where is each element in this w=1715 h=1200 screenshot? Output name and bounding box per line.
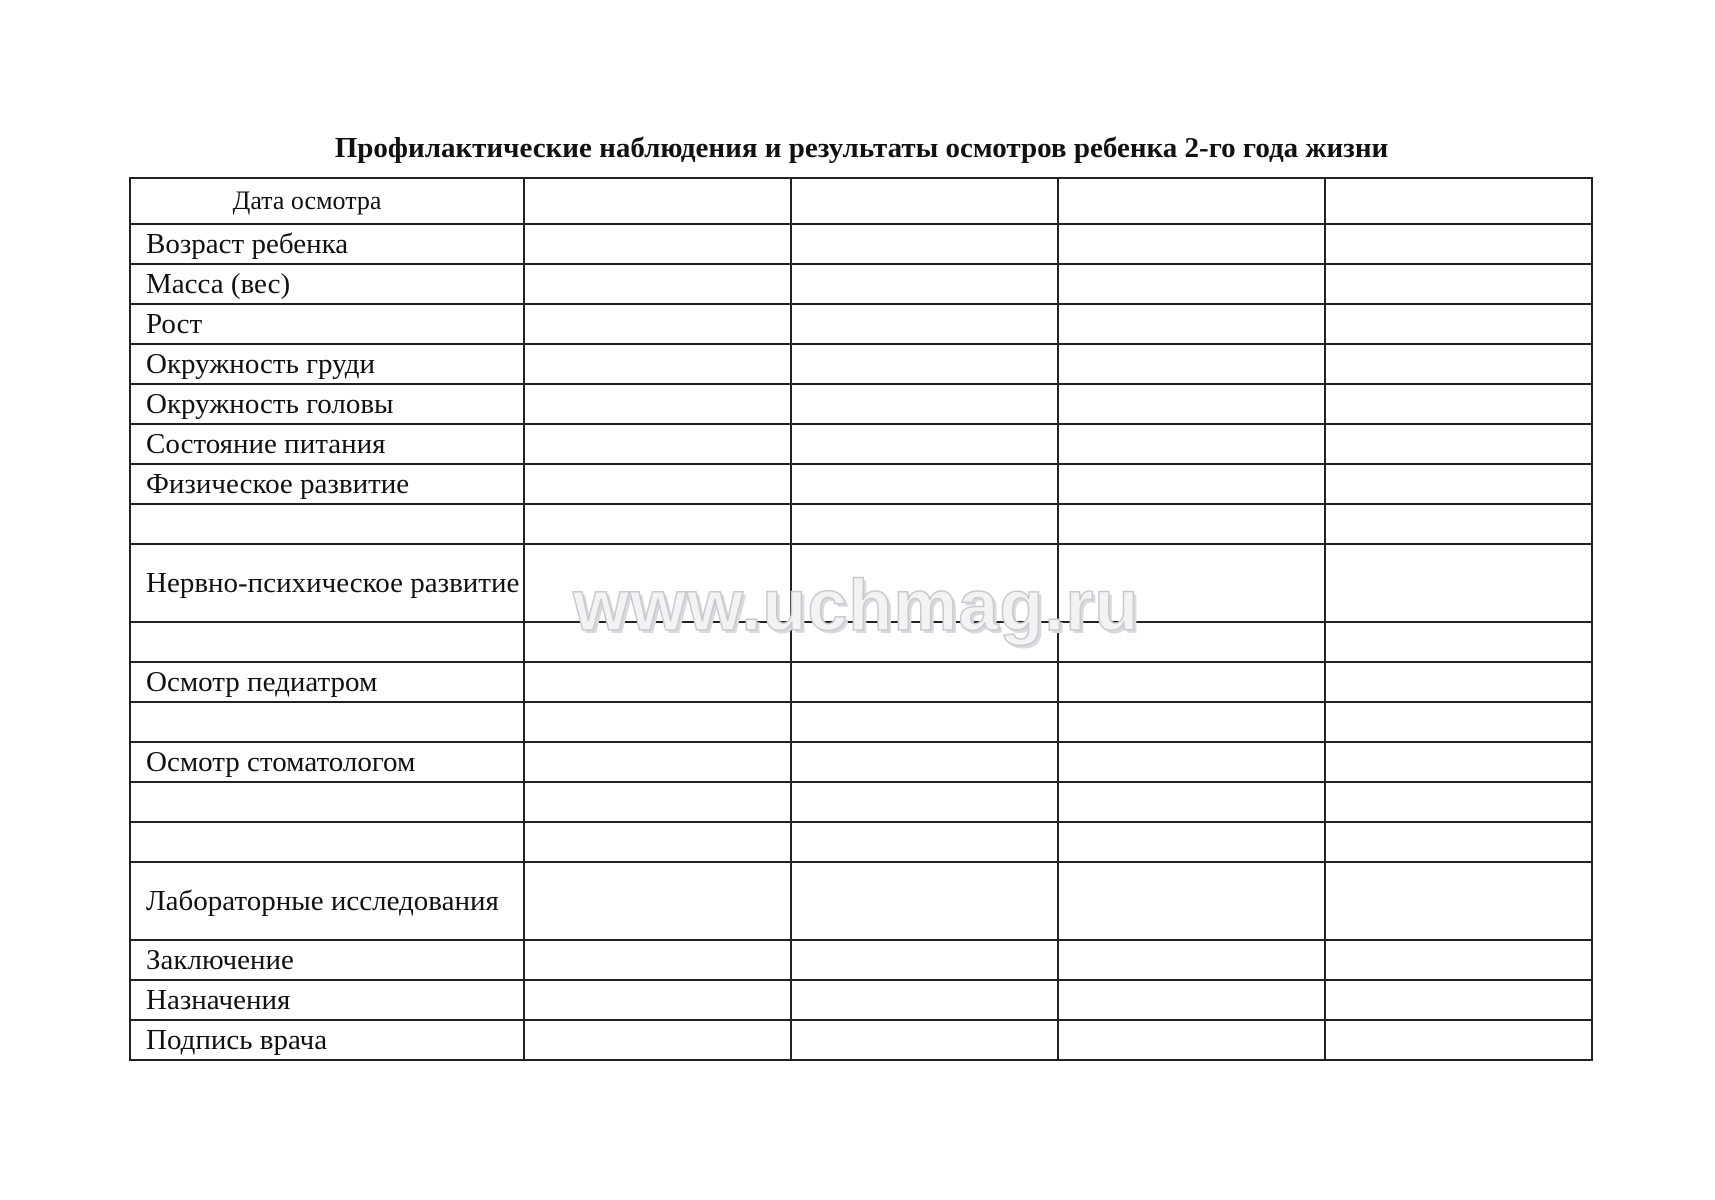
entry-cell[interactable] bbox=[524, 264, 791, 304]
table-row bbox=[130, 504, 1592, 544]
entry-cell[interactable] bbox=[1058, 424, 1325, 464]
entry-cell[interactable] bbox=[1058, 862, 1325, 940]
row-label-cell: Заключение bbox=[130, 940, 524, 980]
table-row bbox=[130, 940, 1592, 980]
entry-cell[interactable] bbox=[791, 822, 1058, 862]
entry-cell[interactable] bbox=[791, 424, 1058, 464]
table-row bbox=[130, 1020, 1592, 1060]
page-title: Профилактические наблюдения и результаты осмотров ребенка 2-го года жизни bbox=[334, 132, 1389, 164]
entry-cell[interactable] bbox=[791, 862, 1058, 940]
table-row bbox=[130, 224, 1592, 264]
entry-cell[interactable] bbox=[1058, 940, 1325, 980]
entry-cell[interactable] bbox=[1325, 940, 1592, 980]
entry-cell[interactable] bbox=[1325, 980, 1592, 1020]
header-label-cell: Дата осмотра bbox=[130, 178, 524, 224]
entry-cell[interactable] bbox=[524, 304, 791, 344]
date-cell[interactable] bbox=[791, 178, 1058, 224]
examination-table bbox=[129, 177, 1593, 1061]
entry-cell[interactable] bbox=[791, 662, 1058, 702]
entry-cell[interactable] bbox=[1058, 344, 1325, 384]
entry-cell[interactable] bbox=[524, 622, 791, 662]
entry-cell[interactable] bbox=[1325, 424, 1592, 464]
entry-cell[interactable] bbox=[791, 464, 1058, 504]
entry-cell[interactable] bbox=[524, 504, 791, 544]
entry-cell[interactable] bbox=[524, 344, 791, 384]
row-label-cell: Назначения bbox=[130, 980, 524, 1020]
table-row bbox=[130, 862, 1592, 940]
table-row bbox=[130, 304, 1592, 344]
table-row bbox=[130, 384, 1592, 424]
entry-cell[interactable] bbox=[1058, 464, 1325, 504]
entry-cell[interactable] bbox=[1058, 822, 1325, 862]
entry-cell[interactable] bbox=[1058, 264, 1325, 304]
entry-cell[interactable] bbox=[524, 464, 791, 504]
entry-cell[interactable] bbox=[791, 264, 1058, 304]
watermark: www.uchmag.ru bbox=[573, 566, 1140, 646]
entry-cell[interactable] bbox=[791, 344, 1058, 384]
table-row bbox=[130, 264, 1592, 304]
row-label-cell: Окружность груди bbox=[130, 344, 524, 384]
entry-cell[interactable] bbox=[1325, 304, 1592, 344]
entry-cell[interactable] bbox=[791, 224, 1058, 264]
entry-cell[interactable] bbox=[1058, 742, 1325, 782]
entry-cell[interactable] bbox=[791, 782, 1058, 822]
entry-cell[interactable] bbox=[1058, 384, 1325, 424]
entry-cell[interactable] bbox=[524, 822, 791, 862]
entry-cell[interactable] bbox=[1325, 464, 1592, 504]
row-label-cell: Подпись врача bbox=[130, 1020, 524, 1060]
row-label-cell: Состояние питания bbox=[130, 424, 524, 464]
entry-cell[interactable] bbox=[524, 782, 791, 822]
row-label-cell: Осмотр педиатром bbox=[130, 662, 524, 702]
table-row bbox=[130, 464, 1592, 504]
entry-cell[interactable] bbox=[791, 702, 1058, 742]
entry-cell[interactable] bbox=[1325, 662, 1592, 702]
entry-cell[interactable] bbox=[791, 544, 1058, 622]
entry-cell[interactable] bbox=[791, 504, 1058, 544]
entry-cell[interactable] bbox=[1058, 662, 1325, 702]
entry-cell[interactable] bbox=[1058, 782, 1325, 822]
entry-cell[interactable] bbox=[1325, 264, 1592, 304]
entry-cell[interactable] bbox=[791, 742, 1058, 782]
row-label-cell: Осмотр стоматологом bbox=[130, 742, 524, 782]
entry-cell[interactable] bbox=[1325, 344, 1592, 384]
row-label-cell: Возраст ребенка bbox=[130, 224, 524, 264]
entry-cell[interactable] bbox=[1325, 622, 1592, 662]
table-row bbox=[130, 822, 1592, 862]
entry-cell[interactable] bbox=[791, 1020, 1058, 1060]
table-row bbox=[130, 662, 1592, 702]
entry-cell[interactable] bbox=[1325, 862, 1592, 940]
entry-cell[interactable] bbox=[791, 384, 1058, 424]
entry-cell[interactable] bbox=[1325, 504, 1592, 544]
table-row bbox=[130, 782, 1592, 822]
row-label-cell bbox=[130, 702, 524, 742]
entry-cell[interactable] bbox=[524, 544, 791, 622]
table-row bbox=[130, 980, 1592, 1020]
entry-cell[interactable] bbox=[791, 940, 1058, 980]
entry-cell[interactable] bbox=[524, 224, 791, 264]
entry-cell[interactable] bbox=[1058, 304, 1325, 344]
entry-cell[interactable] bbox=[1058, 504, 1325, 544]
date-cell[interactable] bbox=[524, 178, 791, 224]
entry-cell[interactable] bbox=[524, 1020, 791, 1060]
row-label-cell: Нервно-психическое развитие bbox=[130, 544, 524, 622]
entry-cell[interactable] bbox=[1325, 702, 1592, 742]
date-cell[interactable] bbox=[1325, 178, 1592, 224]
table-header-row bbox=[130, 178, 1592, 224]
examination-table-body bbox=[130, 178, 1592, 1060]
entry-cell[interactable] bbox=[524, 424, 791, 464]
table-row bbox=[130, 424, 1592, 464]
row-label-cell: Физическое развитие bbox=[130, 464, 524, 504]
table-row bbox=[130, 344, 1592, 384]
entry-cell[interactable] bbox=[1325, 224, 1592, 264]
entry-cell[interactable] bbox=[1058, 1020, 1325, 1060]
entry-cell[interactable] bbox=[1058, 980, 1325, 1020]
entry-cell[interactable] bbox=[1325, 384, 1592, 424]
entry-cell[interactable] bbox=[524, 862, 791, 940]
entry-cell[interactable] bbox=[1058, 544, 1325, 622]
table-row bbox=[130, 742, 1592, 782]
entry-cell[interactable] bbox=[1058, 622, 1325, 662]
entry-cell[interactable] bbox=[1325, 782, 1592, 822]
entry-cell[interactable] bbox=[791, 304, 1058, 344]
entry-cell[interactable] bbox=[791, 980, 1058, 1020]
row-label-cell: Окружность головы bbox=[130, 384, 524, 424]
entry-cell[interactable] bbox=[524, 702, 791, 742]
row-label-cell: Рост bbox=[130, 304, 524, 344]
entry-cell[interactable] bbox=[791, 622, 1058, 662]
entry-cell[interactable] bbox=[1325, 544, 1592, 622]
date-cell[interactable] bbox=[1058, 178, 1325, 224]
entry-cell[interactable] bbox=[1325, 1020, 1592, 1060]
table-row bbox=[130, 702, 1592, 742]
entry-cell[interactable] bbox=[524, 742, 791, 782]
entry-cell[interactable] bbox=[1325, 822, 1592, 862]
entry-cell[interactable] bbox=[1058, 702, 1325, 742]
row-label-cell bbox=[130, 622, 524, 662]
table-row bbox=[130, 544, 1592, 622]
entry-cell[interactable] bbox=[1058, 224, 1325, 264]
table-row bbox=[130, 622, 1592, 662]
row-label-cell bbox=[130, 504, 524, 544]
row-label-cell bbox=[130, 782, 524, 822]
row-label-cell bbox=[130, 822, 524, 862]
entry-cell[interactable] bbox=[1325, 742, 1592, 782]
entry-cell[interactable] bbox=[524, 662, 791, 702]
entry-cell[interactable] bbox=[524, 384, 791, 424]
row-label-cell: Лабораторные исследования bbox=[130, 862, 524, 940]
row-label-cell: Масса (вес) bbox=[130, 264, 524, 304]
entry-cell[interactable] bbox=[524, 940, 791, 980]
entry-cell[interactable] bbox=[524, 980, 791, 1020]
